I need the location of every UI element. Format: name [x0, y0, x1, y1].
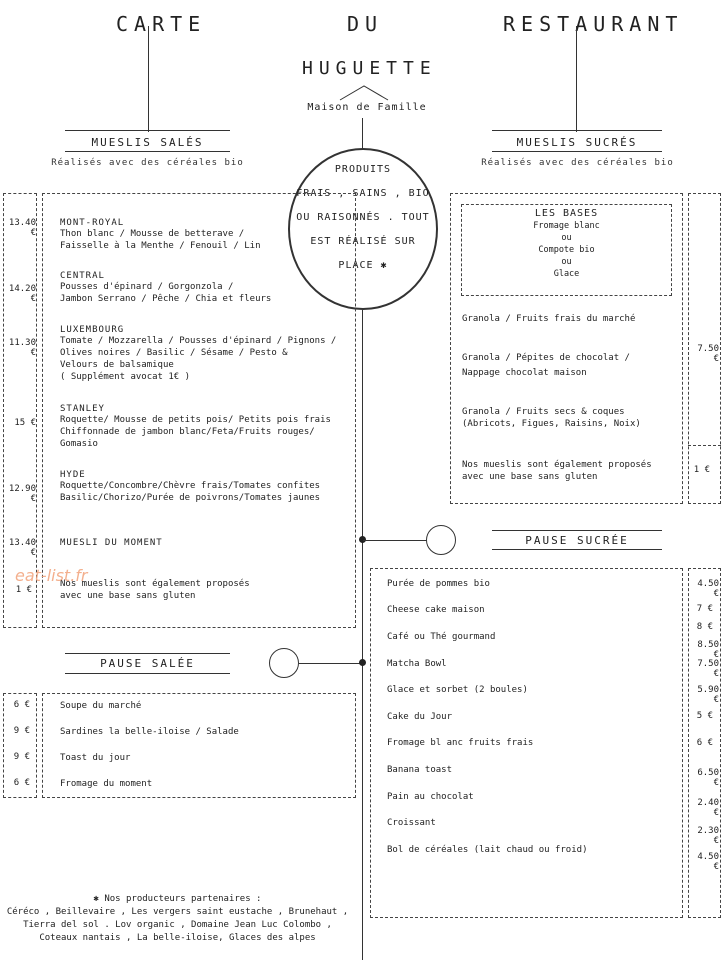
sucree-item: Cake du Jour: [387, 712, 453, 722]
item-name: STANLEY: [60, 404, 105, 414]
sucree-item: Croissant: [387, 818, 436, 828]
header-line-right: [576, 26, 577, 132]
mueslis-sales-title: MUESLIS SALÉS: [91, 136, 204, 149]
item-name: HYDE: [60, 470, 86, 480]
section-rule: [492, 151, 662, 152]
salee-item: Sardines la belle-iloise / Salade: [60, 727, 239, 737]
sucree-item: Pain au chocolat: [387, 792, 474, 802]
item-desc: (Abricots, Figues, Raisins, Noix): [462, 419, 641, 429]
item-price: 8.50 €: [697, 640, 719, 660]
item-price: 9 €: [13, 752, 30, 762]
item-desc: avec une base sans gluten: [462, 472, 598, 482]
menu-item: [60, 470, 320, 504]
connector-line: [363, 540, 427, 541]
item-price: 12.90 €: [8, 484, 36, 504]
item-name: LUXEMBOURG: [60, 325, 125, 335]
item-price: 7 €: [696, 604, 713, 614]
salee-item: Fromage du moment: [60, 779, 153, 789]
item-desc: Gomasio: [60, 439, 98, 449]
mueslis-sucres-subtitle: Réalisés avec des céréales bio: [481, 158, 674, 168]
sucree-item: Glace et sorbet (2 boules): [387, 685, 528, 695]
pause-salee-title: PAUSE SALÉE: [100, 657, 195, 670]
item-desc: Nappage chocolat maison: [462, 368, 587, 378]
menu-item: [60, 325, 336, 383]
section-rule: [492, 130, 662, 131]
item-desc: Chiffonnade de jambon blanc/Feta/Fruits rouges/: [60, 427, 315, 437]
item-price: 14.20 €: [8, 284, 36, 304]
item-desc: Tomate / Mozzarella / Pousses d'épinard / Pignons /: [60, 336, 337, 346]
item-name: MONT-ROYAL: [60, 218, 125, 228]
connector-circle: [269, 648, 299, 678]
item-desc: Nos mueslis sont également proposés: [462, 460, 652, 470]
item-desc: Nos mueslis sont également proposés: [60, 579, 250, 589]
sucree-item: Purée de pommes bio: [387, 579, 490, 589]
item-name: MUESLI DU MOMENT: [60, 538, 163, 548]
connector-circle: [426, 525, 456, 555]
tagline: Maison de Famille: [307, 102, 427, 113]
item-desc: Granola / Pépites de chocolat /: [462, 353, 630, 363]
sucree-item: Fromage bl anc fruits frais: [387, 738, 534, 748]
sucre-item: [462, 459, 652, 483]
badge-line: EST RÉALISÉ SUR: [310, 236, 416, 247]
item-desc: Olives noires / Basilic / Sésame / Pesto &: [60, 348, 288, 358]
badge-line: PRODUITS: [334, 164, 392, 175]
sucre-item: Granola / Fruits frais du marché: [462, 314, 636, 324]
name-chevron: [300, 82, 430, 102]
badge-line: FRAIS , SAINS , BIO: [296, 188, 430, 199]
item-price: 6 €: [696, 738, 713, 748]
item-price: 5.90 €: [697, 685, 719, 705]
sucre-item: [462, 406, 641, 430]
item-price: 13.40 €: [8, 538, 36, 558]
menu-item: [60, 404, 331, 450]
producers-title: ✱ Nos producteurs partenaires :: [93, 894, 262, 904]
watermark: eat-list.fr: [15, 566, 88, 585]
base-option: Fromage blanc: [533, 221, 600, 231]
sucree-item: Café ou Thé gourmand: [387, 632, 496, 642]
item-price: 2.30 €: [697, 826, 719, 846]
producers-line: Céréco , Beillevaire , Les vergers saint eustache , Brunehaut ,: [6, 907, 349, 917]
price-column: [3, 193, 37, 628]
section-rule: [65, 130, 230, 131]
item-price: 6.50 €: [697, 768, 719, 788]
base-option: Glace: [553, 269, 580, 279]
bases-title: LES BASES: [534, 208, 599, 219]
item-price: 6 €: [13, 700, 30, 710]
header-word-du: DU: [347, 12, 384, 36]
section-rule: [492, 530, 662, 531]
item-name: CENTRAL: [60, 271, 105, 281]
connector-dot: [359, 659, 366, 666]
item-price: 1 €: [693, 465, 710, 475]
item-price: 11.30 €: [8, 338, 36, 358]
item-price: 9 €: [13, 726, 30, 736]
sucree-item: Cheese cake maison: [387, 605, 485, 615]
producers-line: Coteaux nantais , La belle-iloise, Glaces des alpes: [39, 933, 316, 943]
item-desc: Roquette/Concombre/Chèvre frais/Tomates confites: [60, 481, 321, 491]
sucree-item: Bol de céréales (lait chaud ou froid): [387, 845, 588, 855]
menu-item: [60, 578, 250, 602]
mueslis-sales-subtitle: Réalisés avec des céréales bio: [51, 158, 244, 168]
section-rule: [65, 673, 230, 674]
item-desc: Jambon Serrano / Pêche / Chia et fleurs: [60, 294, 272, 304]
connector-line: [299, 663, 361, 664]
section-rule: [65, 151, 230, 152]
salee-item: Toast du jour: [60, 753, 131, 763]
item-desc: Velours de balsamique: [60, 360, 174, 370]
item-desc: avec une base sans gluten: [60, 591, 196, 601]
header-line-left: [148, 26, 149, 132]
item-price: 4.50 €: [697, 579, 719, 599]
item-desc: ( Supplément avocat 1€ ): [60, 372, 191, 382]
pause-sucree-title: PAUSE SUCRÉE: [525, 534, 629, 547]
item-price: 6 €: [13, 778, 30, 788]
menu-item: [60, 218, 260, 252]
badge-line: PLACE ✱: [338, 260, 388, 271]
menu-item: [60, 271, 271, 305]
price-divider: [688, 445, 721, 446]
item-price: 2.40 €: [697, 798, 719, 818]
header-word-restaurant: RESTAURANT: [503, 12, 684, 36]
sucree-item: Banana toast: [387, 765, 453, 775]
item-desc: Thon blanc / Mousse de betterave /: [60, 229, 245, 239]
item-desc: Basilic/Chorizo/Purée de poivrons/Tomates jaunes: [60, 493, 321, 503]
base-option: ou: [561, 233, 572, 243]
salee-item: Soupe du marché: [60, 701, 142, 711]
item-desc: Pousses d'épinard / Gorgonzola /: [60, 282, 234, 292]
item-price: 5 €: [696, 711, 713, 721]
producers-note: [0, 893, 355, 945]
base-option: ou: [561, 257, 572, 267]
producers-line: Tierra del sol . Lov organic , Domaine Jean Luc Colombo ,: [23, 920, 332, 930]
item-price: 4.50 €: [697, 852, 719, 872]
item-price: 13.40 €: [8, 218, 36, 238]
header-line-center: [362, 118, 363, 150]
item-price: 1 €: [15, 585, 32, 595]
item-desc: Granola / Fruits secs & coques: [462, 407, 625, 417]
mueslis-sucres-title: MUESLIS SUCRÉS: [516, 136, 638, 149]
item-price: 7.50 €: [697, 659, 719, 679]
item-desc: Roquette/ Mousse de petits pois/ Petits pois frais: [60, 415, 331, 425]
bases-list: [461, 208, 672, 280]
item-price: 7.50 €: [697, 344, 719, 364]
center-divider: [362, 310, 363, 960]
header-word-carte: CARTE: [116, 12, 207, 36]
sucree-item: Matcha Bowl: [387, 659, 447, 669]
item-price: 15 €: [14, 418, 36, 428]
section-rule: [492, 549, 662, 550]
restaurant-name: HUGUETTE: [302, 58, 437, 79]
item-desc: Faisselle à la Menthe / Fenouil / Lin: [60, 241, 261, 251]
section-rule: [65, 653, 230, 654]
badge-line: OU RAISONNÉS . TOUT: [296, 212, 430, 223]
sucre-item: [462, 352, 630, 379]
item-price: 8 €: [696, 622, 713, 632]
base-option: Compote bio: [538, 245, 595, 255]
